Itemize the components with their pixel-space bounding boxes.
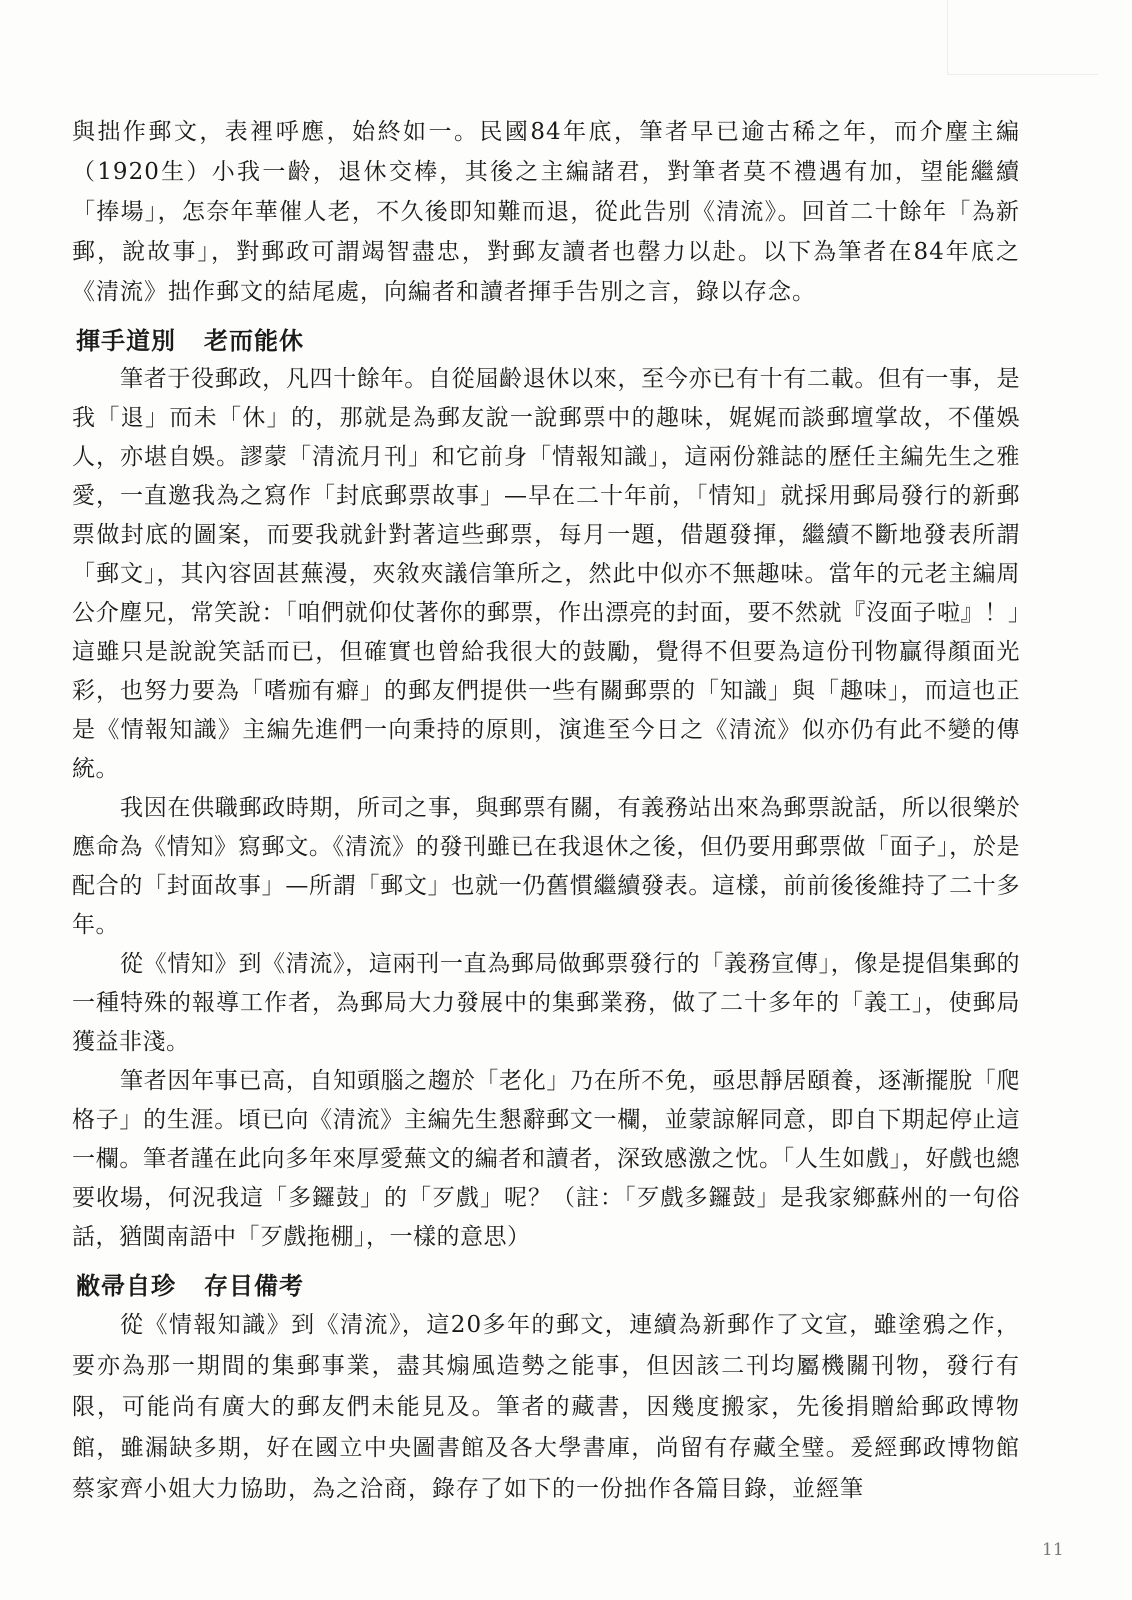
section-heading-farewell	[76, 324, 1020, 358]
page-number: 11	[1042, 1540, 1064, 1560]
section-heading-part-a: 敝帚自珍	[76, 1272, 176, 1300]
scan-corner-mark	[947, 0, 1098, 75]
section-heading-part-a: 揮手道別	[76, 327, 176, 355]
body-paragraph: 從《情報知識》到《清流》，這20多年的郵文，連續為新郵作了文宣，雖塗鴉之作，要亦為那一期間的集郵事業，盡其煽風造勢之能事，但因該二刊均屬機關刊物，發行有限，可能尚有廣大的郵友們未能見及。筆者的藏書，因幾度搬家，先後捐贈給郵政博物館，雖漏缺多期，好在國立中央圖書館及各大學書庫，尚留有存藏全璧。爰經郵政博物館蔡家齊小姐大力協助，為之洽商，錄存了如下的一份拙作各篇目錄，並經筆	[72, 1312, 1020, 1502]
intro-paragraph: 與拙作郵文，表裡呼應，始終如一。民國84年底，筆者早已逾古稀之年，而介麈主編（1920生）小我一齡，退休交棒，其後之主編諸君，對筆者莫不禮遇有加，望能繼續「捧場」，怎奈年華催人老，不久後即知難而退，從此告別《清流》。回首二十餘年「為新郵，說故事」，對郵政可謂竭智盡忠，對郵友讀者也罄力以赴。以下為筆者在84年底之《清流》拙作郵文的結尾處，向編者和讀者揮手告別之言，錄以存念。	[72, 119, 1020, 305]
section-heading-part-b: 存目備考	[204, 1272, 304, 1300]
section-heading-catalog	[76, 1269, 1020, 1303]
body-paragraph: 筆者于役郵政，凡四十餘年。自從屆齡退休以來，至今亦已有十有二載。但有一事，是我「退」而未「休」的，那就是為郵友說一說郵票中的趣味，娓娓而談郵壇掌故，不僅娛人，亦堪自娛。謬蒙「清流月刊」和它前身「情報知識」，這兩份雜誌的歷任主編先生之雅愛，一直邀我為之寫作「封底郵票故事」—早在二十年前，「情知」就採用郵局發行的新郵票做封底的圖案，而要我就針對著這些郵票，每月一題，借題發揮，繼續不斷地發表所謂「郵文」，其內容固甚蕪漫，夾敘夾議信筆所之，然此中似亦不無趣味。當年的元老主編周公介塵兄，常笑說：「咱們就仰仗著你的郵票，作出漂亮的封面，要不然就『沒面子啦』！」這雖只是說說笑話而已，但確實也曾給我很大的鼓勵，覺得不但要為這份刊物贏得顏面光彩，也努力要為「嗜痂有癖」的郵友們提供一些有關郵票的「知識」與「趣味」，而這也正是《情報知識》主編先進們一向秉持的原則，演進至今日之《清流》似亦仍有此不變的傳統。	[72, 366, 1020, 782]
document-page	[72, 112, 1020, 1510]
body-paragraph: 從《情知》到《清流》，這兩刊一直為郵局做郵票發行的「義務宣傳」，像是提倡集郵的一種特殊的報導工作者，為郵局大力發展中的集郵業務，做了二十多年的「義工」，使郵局獲益非淺。	[72, 951, 1020, 1055]
body-paragraph: 我因在供職郵政時期，所司之事，與郵票有關，有義務站出來為郵票說話，所以很樂於應命為《情知》寫郵文。《清流》的發刊雖已在我退休之後，但仍要用郵票做「面子」，於是配合的「封面故事」—所謂「郵文」也就一仍舊慣繼續發表。這樣，前前後後維持了二十多年。	[72, 795, 1020, 938]
section-heading-part-b: 老而能休	[204, 327, 304, 355]
body-paragraph: 筆者因年事已高，自知頭腦之趨於「老化」乃在所不免，亟思靜居頤養，逐漸擺脫「爬格子」的生涯。頃已向《清流》主編先生懇辭郵文一欄，並蒙諒解同意，即自下期起停止這一欄。筆者謹在此向多年來厚愛蕪文的編者和讀者，深致感激之忱。「人生如戲」，好戲也總要收場，何況我這「多鑼鼓」的「歹戲」呢？（註：「歹戲多鑼鼓」是我家鄉蘇州的一句俗話，猶閩南語中「歹戲拖棚」，一樣的意思）	[72, 1068, 1020, 1250]
